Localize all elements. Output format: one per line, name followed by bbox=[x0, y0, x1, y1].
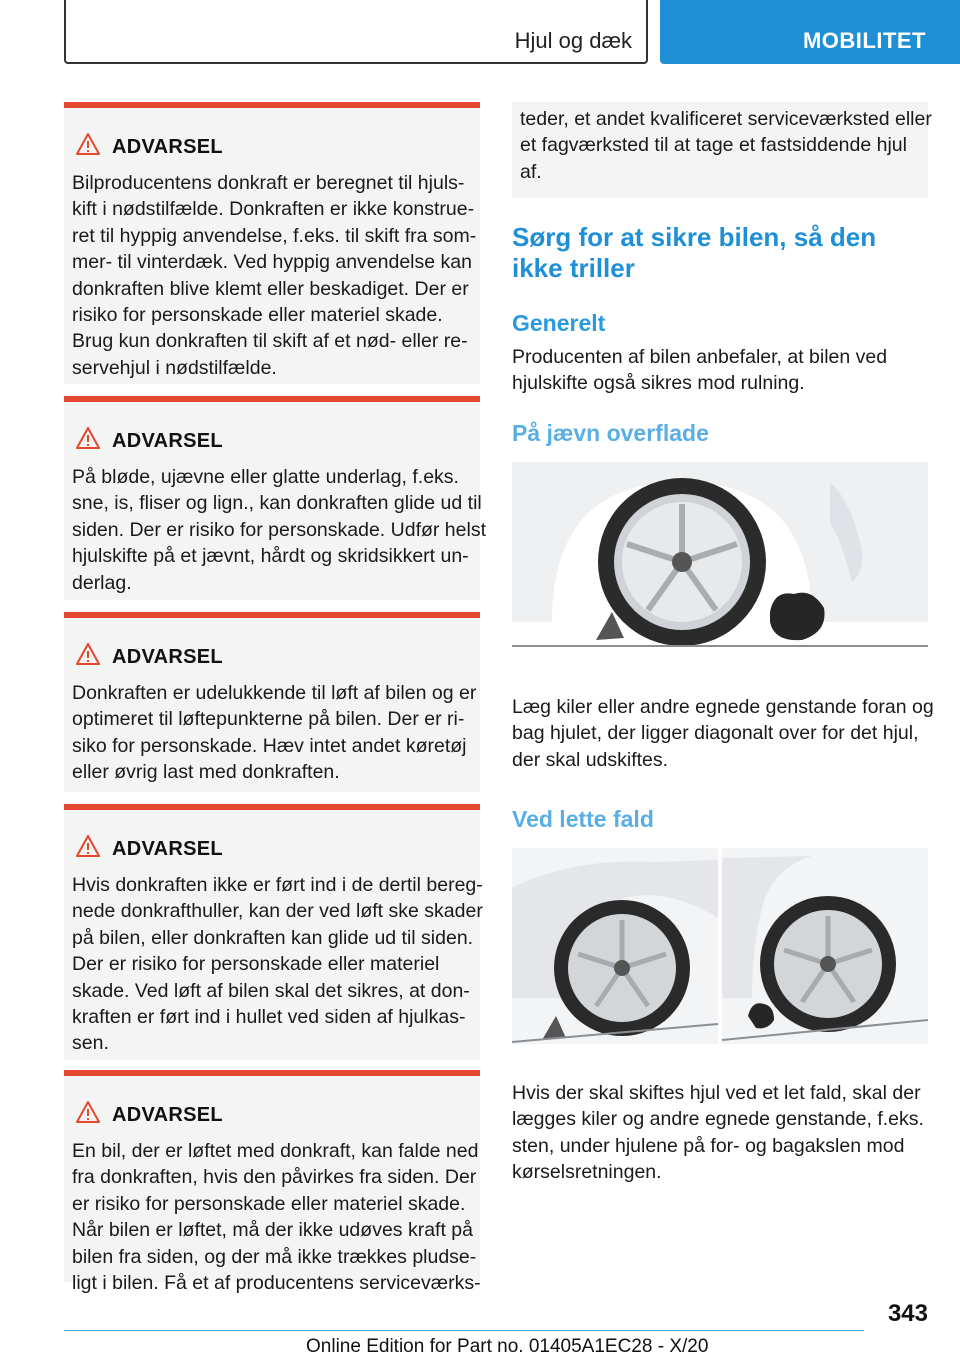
warning-box-2 bbox=[64, 396, 486, 600]
warning-box-1 bbox=[64, 102, 480, 384]
warning-box-5 bbox=[64, 1070, 481, 1295]
wheel-chock-level-illustration bbox=[512, 462, 928, 650]
warning-title: ADVARSEL bbox=[112, 646, 223, 668]
footer-divider bbox=[64, 1330, 864, 1331]
slope-text: Hvis der skal skiftes hjul ved et let fald, skal der lægges kiler og andre egnede genstande, f.eks. sten, under hjulene på for- og bagakslen mod kørselsretningen. bbox=[512, 1082, 924, 1184]
footer-edition: Online Edition for Part no. 01405A1EC28 - X/20 bbox=[306, 1336, 709, 1357]
warning-text: Bilproducentens donkraft er beregnet til hjuls- kift i nødstilfælde. Donkraften er ikke konstrue- ret til hyppig anvendelse, f.eks. til skift fra som- mer- til vinterdæk. Ved hyppig anvendelse kan donkraften blive klemt eller beskadiget. Der er risiko for personskade eller materiel skade. Brug kun donkraften til skift af et nød- eller re- servehjul i nødstilfælde. bbox=[72, 172, 477, 379]
warning-triangle-icon bbox=[76, 132, 100, 156]
warning-title: ADVARSEL bbox=[112, 838, 223, 860]
subheading-slope: Ved lette fald bbox=[512, 806, 654, 832]
wheel-chock-slope-illustration bbox=[512, 848, 928, 1044]
warning-triangle-icon bbox=[76, 426, 100, 450]
page-number: 343 bbox=[887, 1300, 928, 1327]
warning-title: ADVARSEL bbox=[112, 136, 223, 158]
section-title: Hjul og dæk bbox=[514, 28, 632, 53]
warning-box-3 bbox=[64, 612, 480, 792]
warning-text: På bløde, ujævne eller glatte underlag, f.eks. sne, is, fliser og lign., kan donkraften glide ud til siden. Der er risiko for personskade. Udfør helst hjulskifte på et jævnt, hårdt og skridsikkert un- derlag. bbox=[72, 466, 486, 594]
header-chapter-tab bbox=[660, 0, 960, 64]
header-section-tab bbox=[64, 0, 648, 64]
warning-text: Hvis donkraften ikke er ført ind i de dertil bereg- nede donkrafthuller, kan der ved løft ske skader på bilen, eller donkraften kan glide ud til siden. Der er risiko for personskade eller materiel skade. Ved løft af bilen skal det sikres, at don- kraften er ført ind i hullet ved siden af hjulkas- sen. bbox=[72, 874, 483, 1055]
warning-text: En bil, der er løftet med donkraft, kan falde ned fra donkraften, hvis den påvirkes fra siden. Der er risiko for personskade eller materiel skade. Når bilen er løftet, må der ikke udøves kraft på bilen fra siden, og der må ikke trækkes pludse- ligt i bilen. Få et af producentens serviceværks- bbox=[72, 1140, 481, 1295]
warning-title: ADVARSEL bbox=[112, 430, 223, 452]
general-text: Producenten af bilen anbefaler, at bilen ved hjulskifte også sikres mod rulning. bbox=[512, 346, 888, 395]
subheading-general: Generelt bbox=[512, 310, 606, 336]
subheading-level-surface: På jævn overflade bbox=[512, 420, 709, 446]
chapter-title: MOBILITET bbox=[802, 28, 926, 53]
section-heading: Sørg for at sikre bilen, så den ikke triller bbox=[512, 222, 877, 283]
warning-triangle-icon bbox=[76, 1100, 100, 1124]
warning-box-4 bbox=[64, 804, 483, 1060]
warning-triangle-icon bbox=[76, 834, 100, 858]
warning-text: Donkraften er udelukkende til løft af bilen og er optimeret til løftepunkterne på bilen. Der er ri- siko for personskade. Hæv intet andet køretøj eller øvrig last med donkraften. bbox=[72, 682, 477, 784]
level-text: Læg kiler eller andre egnede genstande foran og bag hjulet, der ligger diagonalt over for det hjul, der skal udskiftes. bbox=[512, 696, 934, 771]
warning-triangle-icon bbox=[76, 642, 100, 666]
warning-continuation: teder, et andet kvalificeret serviceværksted eller et fagværksted til at tage et fastsiddende hjul af. bbox=[512, 102, 928, 198]
warning-title: ADVARSEL bbox=[112, 1104, 223, 1126]
